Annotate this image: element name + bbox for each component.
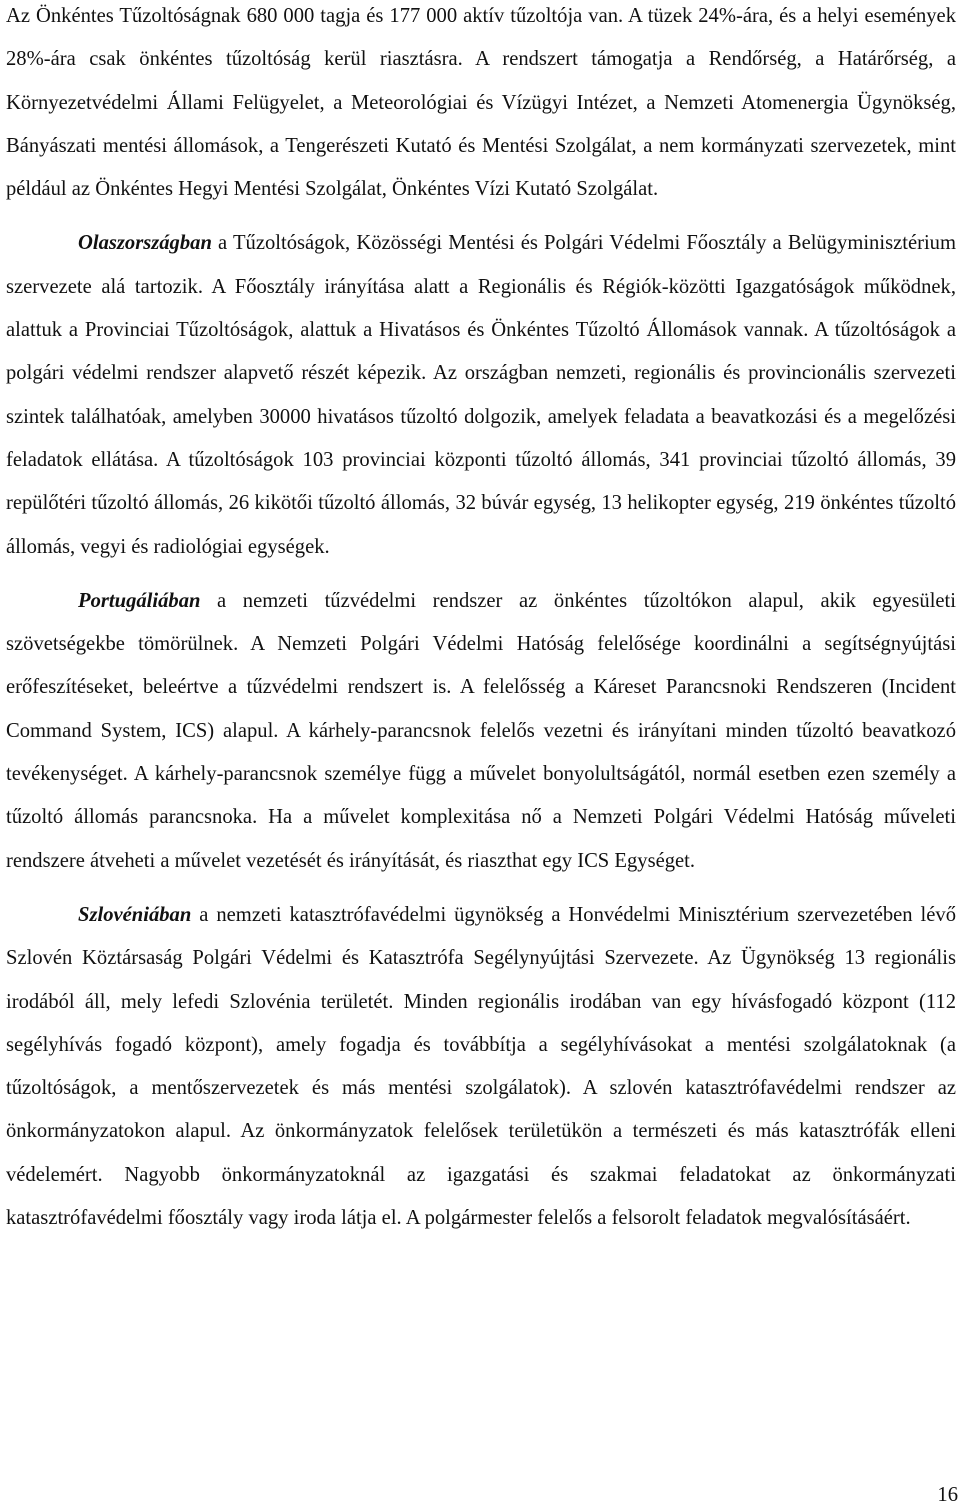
paragraph-portugal: [6, 580, 956, 883]
paragraph-volunteer-fire-service: [6, 0, 956, 211]
paragraph-text: a Tűzoltóságok, Közösségi Mentési és Polgári Védelmi Főosztály a Belügyminisztérium szervezete alá tartozik. A Főosztály irányítása alatt a Regionális és Régiók-közötti Igazgatóságok működnek, alattuk a Provinciai Tűzoltóságok, alattuk a Hivatásos és Önkéntes Tűzoltó Állomások vannak. A tűzoltóságok a polgári védelmi rendszer alapvető részét képezik. Az országban nemzeti, regionális és provincionális szervezeti szintek találhatóak, amelyben 30000 hivatásos tűzoltó dolgozik, amelyek feladata a beavatkozási és a megelőzési feladatok ellátása. A tűzoltóságok 103 provinciai központi tűzoltó állomás, 341 provinciai tűzoltó állomás, 39 repülőtéri tűzoltó állomás, 26 kikötői tűzoltó állomás, 32 búvár egység, 13 helikopter egység, 219 önkéntes tűzoltó állomás, vegyi és radiológiai egységek.: [6, 232, 956, 558]
paragraph-text: a nemzeti tűzvédelmi rendszer az önkéntes tűzoltókon alapul, akik egyesületi szövetségekbe tömörülnek. A Nemzeti Polgári Védelmi Hatóság felelősége koordinálni a segítségnyújtási erőfeszítéseket, beleértve a tűzvédelmi rendszert is. A felelősség a Káreset Parancsnoki Rendszeren (Incident Command System, ICS) alapul. A kárhely-parancsnok felelős vezetni és irányítani minden tűzoltó beavatkozó tevékenységet. A kárhely-parancsnok személye függ a művelet bonyolultságától, normál esetben ezen személy a tűzoltó állomás parancsnoka. Ha a művelet komplexitása nő a Nemzeti Polgári Védelmi Hatóság műveleti rendszere átveheti a művelet vezetését és irányítását, és riaszthat egy ICS Egységet.: [6, 589, 956, 872]
paragraph-text: a nemzeti katasztrófavédelmi ügynökség a Honvédelmi Minisztérium szervezetében lévő Szlovén Köztársaság Polgári Védelmi és Katasztrófa Segélynyújtási Szervezete. Az Ügynökség 13 regionális irodából áll, mely lefedi Szlovénia területét. Minden regionális irodában van egy hívásfogadó központ (112 segélyhívás fogadó központ), amely fogadja és továbbítja a segélyhívásokat a mentési szolgálatoknak (a tűzoltóságok, a mentőszervezetek és más mentési szolgálatok). A szlovén katasztrófavédelmi rendszer az önkormányzatokon alapul. Az önkormányzatok felelősek területükön a természeti és más katasztrófák elleni védelemért. Nagyobb önkormányzatoknál az igazgatási és szakmai feladatokat az önkormányzati katasztrófavédelmi főosztály vagy iroda látja el. A polgármester felelős a felsorolt feladatok megvalósításáért.: [6, 903, 956, 1230]
document-page: [6, 0, 956, 1240]
country-heading-italy: Olaszországban: [78, 232, 212, 255]
page-number: 16: [937, 1484, 958, 1506]
paragraph-italy: [6, 222, 956, 568]
paragraph-text: Az Önkéntes Tűzoltóságnak 680 000 tagja és 177 000 aktív tűzoltója van. A tüzek 24%-ára, és a helyi események 28%-ára csak önkéntes tűzoltóság kerül riasztásra. A rendszert támogatja a Rendőrség, a Határőrség, a Környezetvédelmi Állami Felügyelet, a Meteorológiai és Vízügyi Intézet, a Nemzeti Atomenergia Ügynökség, Bányászati mentési állomások, a Tengerészeti Kutató és Mentési Szolgálat, a nem kormányzati szervezetek, mint például az Önkéntes Hegyi Mentési Szolgálat, Önkéntes Vízi Kutató Szolgálat.: [6, 5, 956, 201]
country-heading-slovenia: Szlovéniában: [78, 903, 192, 926]
country-heading-portugal: Portugáliában: [78, 589, 201, 612]
paragraph-slovenia: [6, 894, 956, 1240]
